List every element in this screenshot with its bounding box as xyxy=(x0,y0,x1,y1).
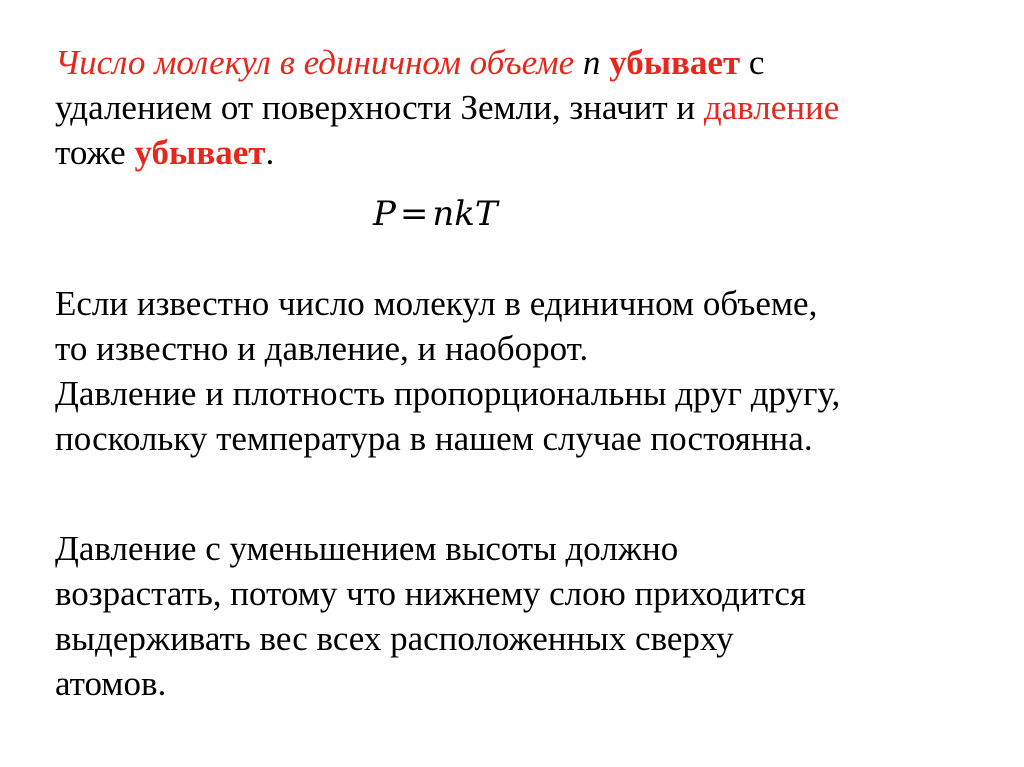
paragraph1-line3-text: тоже xyxy=(55,133,135,172)
symbol-n: n xyxy=(582,43,601,82)
paragraph3-line: Давление с уменьшением высоты должно xyxy=(55,529,679,568)
pressure-formula xyxy=(373,192,498,236)
decreases-word-2: убывает xyxy=(134,133,266,172)
paragraph2-line: Давление и плотность пропорциональны друг другу, xyxy=(55,374,841,413)
paragraph1-line3-end: . xyxy=(265,133,275,172)
paragraph1-line1 xyxy=(55,40,839,85)
molecule-count-phrase: Число молекул в единичном объеме xyxy=(55,43,583,82)
paragraph-pressure-height xyxy=(55,526,806,706)
paragraph1-line3 xyxy=(55,130,839,175)
paragraph1-line1-rest: с xyxy=(740,43,765,82)
formula-rhs: nkT xyxy=(432,194,498,234)
paragraph1-line2 xyxy=(55,85,839,130)
pressure-word: давление xyxy=(703,88,840,127)
decreases-word: убывает xyxy=(609,43,741,82)
formula-lhs: P xyxy=(373,194,396,234)
paragraph-pressure-density xyxy=(55,281,840,461)
paragraph3-line: выдерживать вес всех расположенных сверху xyxy=(55,619,734,658)
paragraph2-line: Если известно число молекул в единичном объеме, xyxy=(55,284,818,323)
paragraph3-line: возрастать, потому что нижнему слою приходится xyxy=(55,574,807,613)
space xyxy=(600,43,609,82)
paragraph1-line2-text: удалением от поверхности Земли, значит и xyxy=(55,88,704,127)
paragraph2-line: то известно и давление, и наоборот. xyxy=(55,329,589,368)
paragraph3-line: атомов. xyxy=(55,664,167,703)
paragraph2-line: поскольку температура в нашем случае постоянна. xyxy=(55,419,813,458)
paragraph-density-decreases xyxy=(55,40,839,175)
formula-equals: = xyxy=(399,194,429,234)
